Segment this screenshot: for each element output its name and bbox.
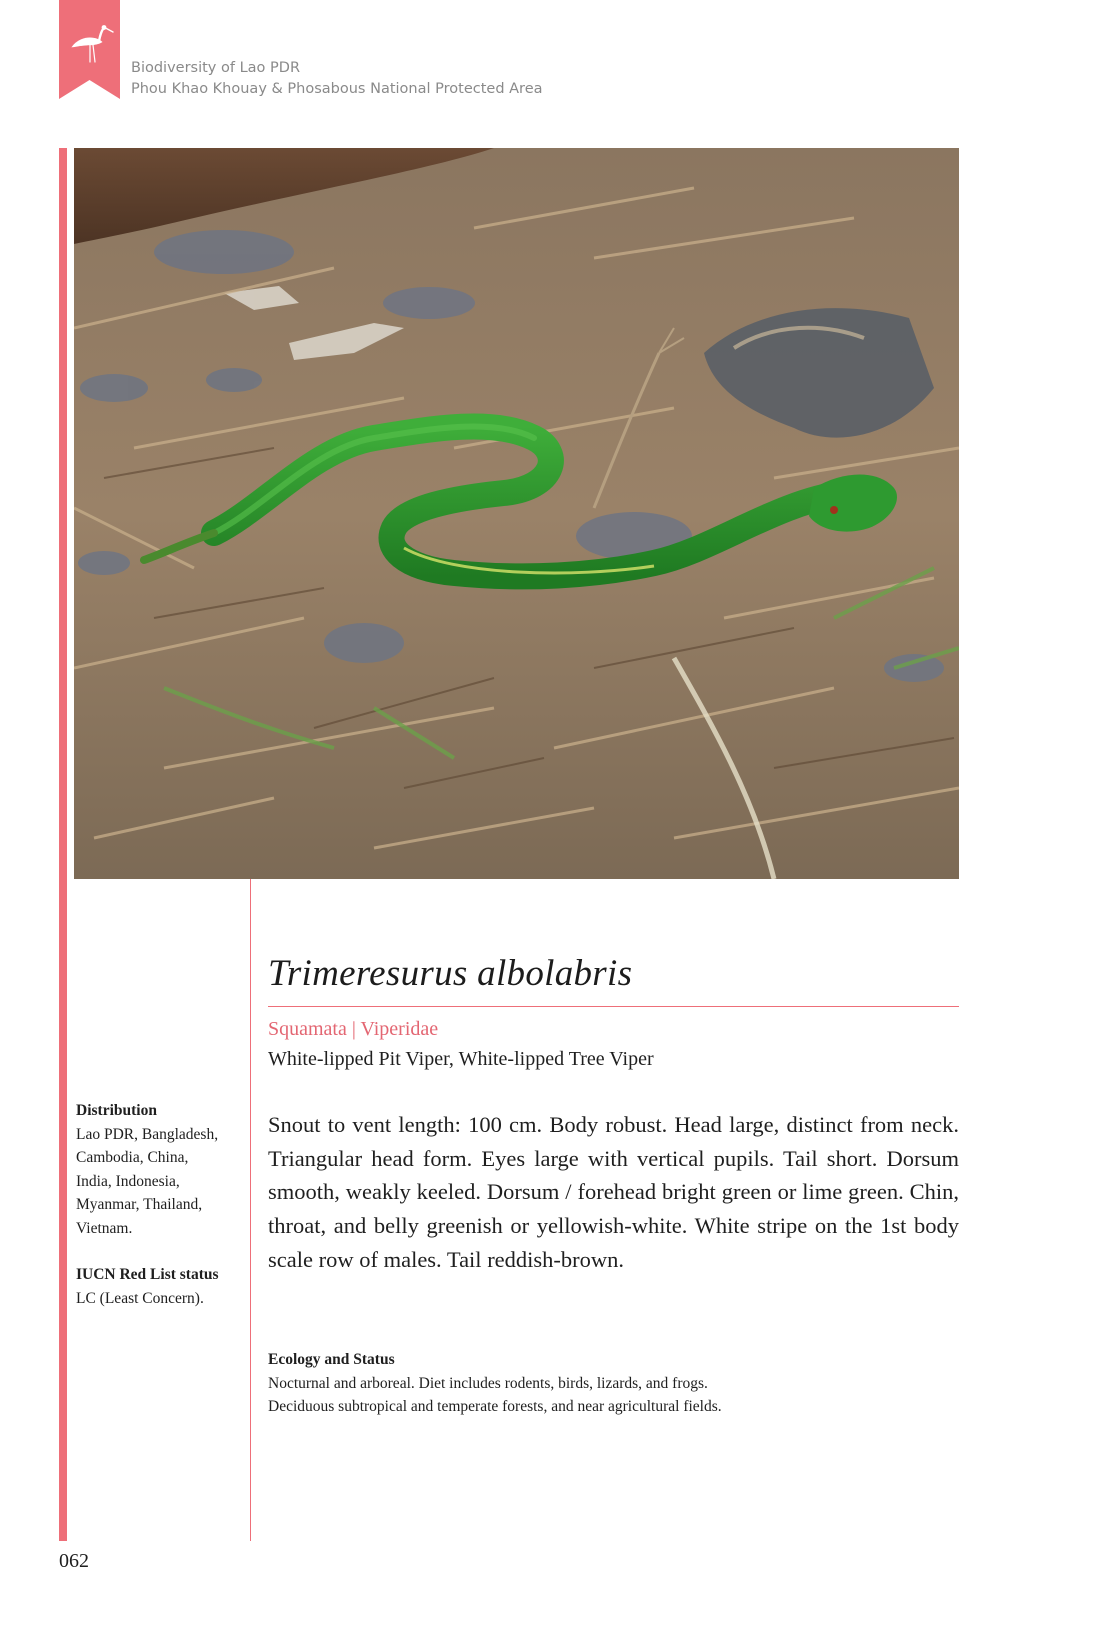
iucn-block [76, 1263, 251, 1310]
species-common-names: White-lipped Pit Viper, White-lipped Tree Viper [268, 1048, 654, 1070]
distribution-line: India, Indonesia, [76, 1172, 180, 1190]
ecology-line: Nocturnal and arboreal. Diet includes rodents, birds, lizards, and frogs. [268, 1374, 708, 1392]
crane-bird-icon [59, 0, 120, 99]
header-subtitle: Phou Khao Khouay & Phosabous National Protected Area [131, 81, 543, 97]
species-taxonomy: Squamata | Viperidae [268, 1018, 439, 1040]
species-description: Snout to vent length: 100 cm. Body robust. Head large, distinct from neck. Triangular head form. Eyes large with vertical pupils. Tail short. Dorsum smooth, weakly keeled. Dorsum / forehead bright green or lime green. Chin, throat, and belly greenish or yellowish-white. White stripe on the 1st body scale row of males. Tail reddish-brown. [268, 1112, 959, 1272]
distribution-block [76, 1099, 251, 1240]
title-rule [268, 1006, 959, 1007]
ecology-line: Deciduous subtropical and temperate forests, and near agricultural fields. [268, 1398, 722, 1415]
iucn-heading: IUCN Red List status [76, 1266, 219, 1283]
distribution-line: Cambodia, China, [76, 1149, 189, 1166]
distribution-line: Myanmar, Thailand, [76, 1196, 203, 1213]
ecology-heading: Ecology and Status [268, 1351, 395, 1368]
ecology-block [268, 1348, 968, 1419]
header-title: Biodiversity of Lao PDR [131, 60, 301, 76]
green-pit-viper-photo [74, 148, 959, 879]
running-header [131, 58, 543, 100]
distribution-heading: Distribution [76, 1102, 157, 1119]
iucn-status: LC (Least Concern). [76, 1289, 204, 1307]
distribution-line: Vietnam. [76, 1219, 133, 1237]
page-number: 062 [59, 1550, 89, 1572]
distribution-line: Lao PDR, Bangladesh, [76, 1125, 219, 1143]
left-accent-bar [59, 148, 67, 1541]
species-scientific-name: Trimeresurus albolabris [268, 953, 633, 994]
